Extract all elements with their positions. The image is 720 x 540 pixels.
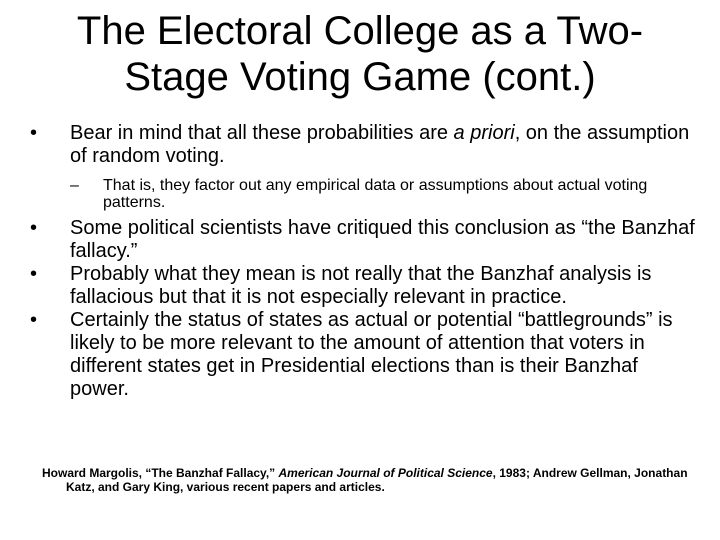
bullet-item bbox=[28, 122, 700, 168]
bullet-item: • Probably what they mean is not really that the Banzhaf analysis is fallacious but that it is not especially relevant in practice. bbox=[28, 263, 700, 309]
bullet-text: Bear in mind that all these probabilities are bbox=[70, 122, 454, 144]
slide-title: The Electoral College as a Two-Stage Voting Game (cont.) bbox=[76, 9, 644, 99]
citation bbox=[42, 466, 696, 494]
bullet-item: • Some political scientists have critiqued this conclusion as “the Banzhaf fallacy.” bbox=[28, 217, 700, 263]
bullet-item: • Certainly the status of states as actual or potential “battlegrounds” is likely to be more relevant to the amount of attention that voters in different states get in Presidential elections than is their Banzhaf power. bbox=[28, 309, 700, 401]
bullet-italic-term: a priori bbox=[453, 122, 515, 144]
bullet-list bbox=[28, 122, 700, 401]
sub-bullet-item: – That is, they factor out any empirical data or assumptions about actual voting patterns. bbox=[28, 177, 700, 211]
citation-journal: American Journal of Political Science bbox=[278, 466, 493, 480]
bullet-text: , on the assumption of random voting. bbox=[70, 122, 690, 167]
citation-text: Howard Margolis, “The Banzhaf Fallacy,” bbox=[42, 466, 279, 480]
citation-text: , 1983; Andrew Gellman, Jonathan Katz, and Gary King, various recent papers and articles. bbox=[66, 466, 688, 494]
